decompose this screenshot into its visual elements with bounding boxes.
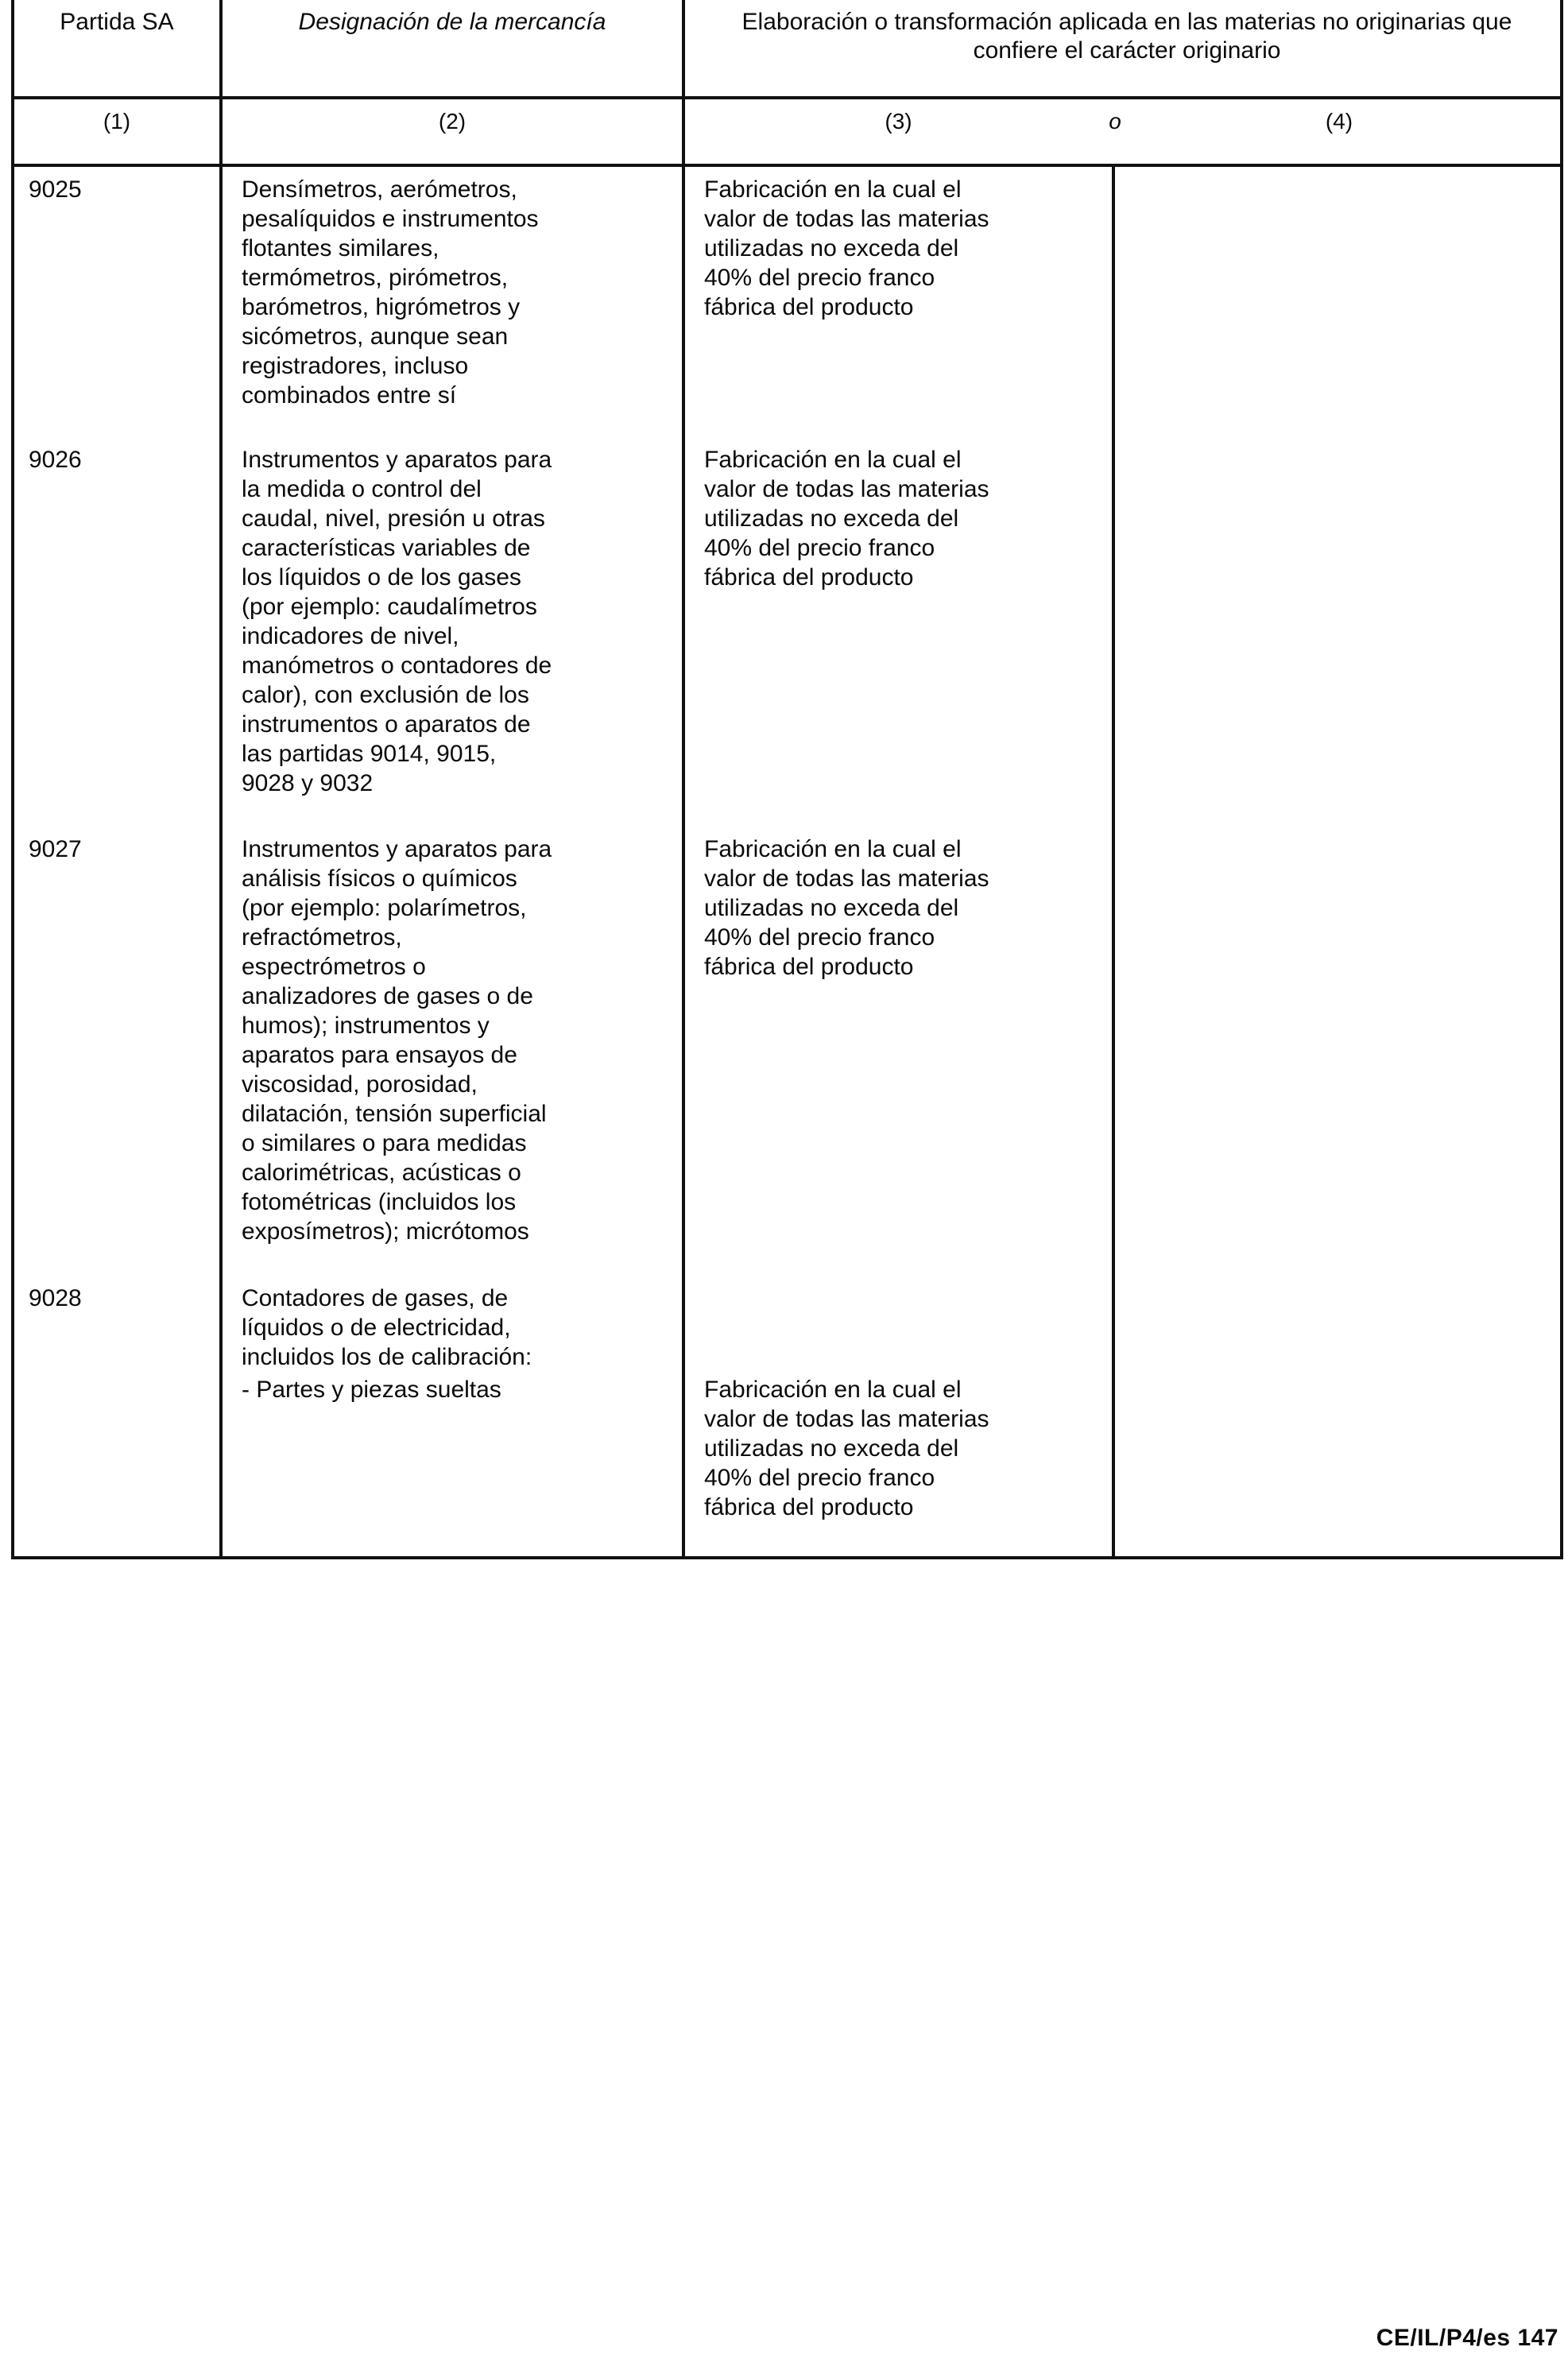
header-divider xyxy=(14,164,1563,167)
page-reference: CE/IL/P4/es 147 xyxy=(1376,2325,1558,2351)
row-rule: Fabricación en la cual el valor de todas las materias utilizadas no exceda del 40% del precio franco fábrica del producto xyxy=(704,176,989,320)
row-code: 9027 xyxy=(29,836,82,862)
column-number-4: (4) xyxy=(1325,109,1353,134)
row-rule: Fabricación en la cual el valor de todas las materias utilizadas no exceda del 40% del precio franco fábrica del producto xyxy=(704,447,989,591)
header-divider xyxy=(14,96,1563,99)
row-description: Densímetros, aerómetros, pesalíquidos e instrumentos flotantes similares, termómetros, pirómetros, barómetros, higrómetros y sicómetros, aunque sean registradores, incluso combinados entre sí xyxy=(242,176,539,409)
column-divider xyxy=(682,0,685,1556)
header-designacion: Designación de la mercancía xyxy=(298,9,606,35)
header-partida: Partida SA xyxy=(60,9,174,35)
row-code: 9028 xyxy=(29,1285,82,1311)
row-description: Instrumentos y aparatos para análisis físicos o químicos (por ejemplo: polarímetros, refractómetros, espectrómetros o analizadores de gases o de humos); instrumentos y aparatos para ensayos de viscosidad, porosidad, dilatación, tensión superficial o similares o para medidas calorimétricas, acústicas o fotométricas (incluidos los exposímetros); micrótomos xyxy=(242,836,552,1245)
row-rule: Fabricación en la cual el valor de todas las materias utilizadas no exceda del 40% del precio franco fábrica del producto xyxy=(704,1377,989,1520)
row-description: Instrumentos y aparatos para la medida o control del caudal, nivel, presión u otras características variables de los líquidos o de los gases (por ejemplo: caudalímetros indicadores de nivel, manómetros o contadores de calor), con exclusión de los instrumentos o aparatos de las partidas 9014, 9015, 9028 y 9032 xyxy=(242,447,552,796)
column-number-3: (3) xyxy=(885,109,912,134)
header-elaboracion: Elaboración o transformación aplicada en las materias no originarias que confiere el carácter originario xyxy=(741,9,1512,64)
row-description: Contadores de gases, de líquidos o de electricidad, incluidos los de calibración: xyxy=(242,1285,532,1370)
column-or: o xyxy=(1109,109,1121,134)
column-divider xyxy=(219,0,223,1556)
row-rule: Fabricación en la cual el valor de todas las materias utilizadas no exceda del 40% del precio franco fábrica del producto xyxy=(704,836,989,980)
row-sub-description: - Partes y piezas sueltas xyxy=(242,1377,501,1403)
column-number-2: (2) xyxy=(438,109,467,134)
column-divider xyxy=(1112,165,1115,1556)
rules-table xyxy=(11,0,1563,1559)
column-number-1: (1) xyxy=(103,109,131,134)
row-code: 9025 xyxy=(29,176,82,203)
row-code: 9026 xyxy=(29,447,82,473)
